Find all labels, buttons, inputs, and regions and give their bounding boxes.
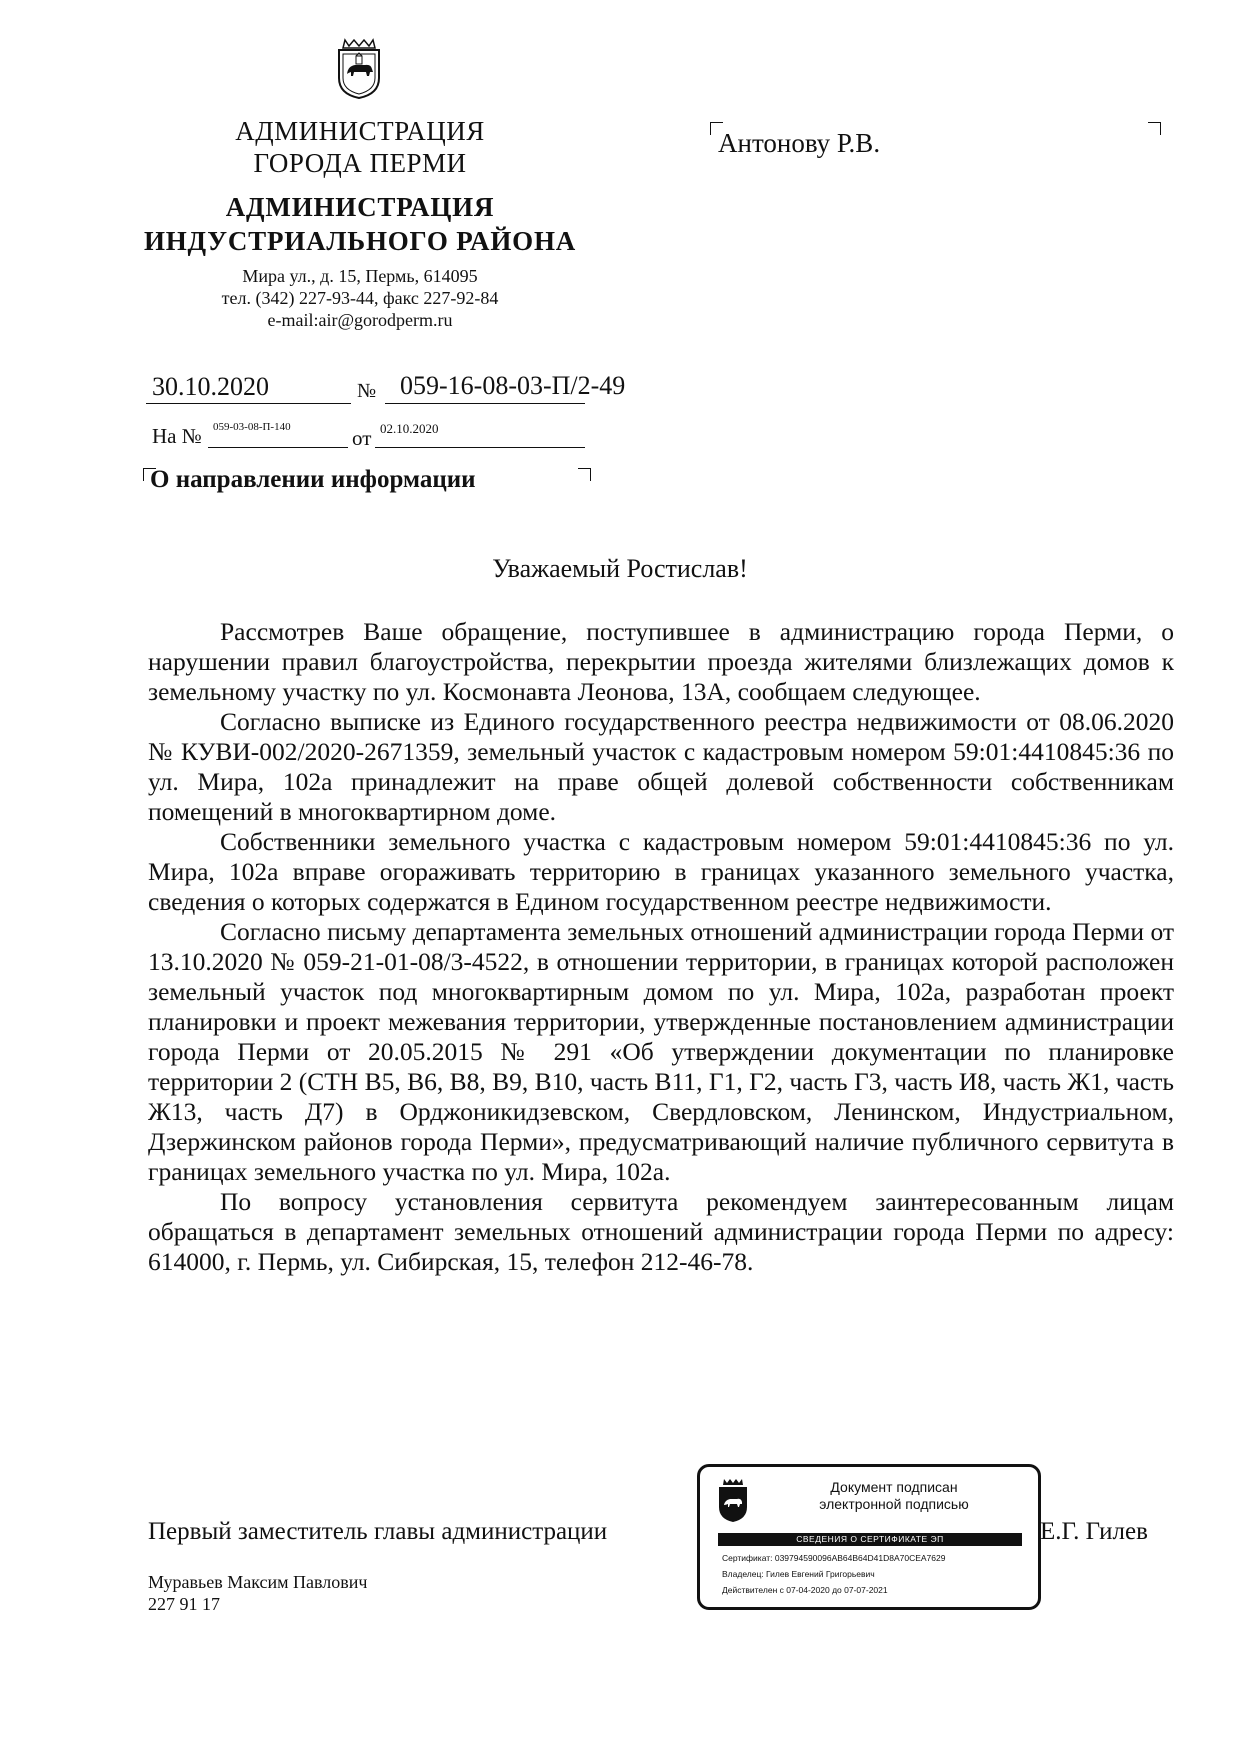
header-phone: тел. (342) 227-93-44, факс 227-92-84	[221, 288, 499, 308]
district-admin-line2: ИНДУСТРИАЛЬНОГО РАЙОНА	[143, 226, 577, 256]
perm-crest-icon	[335, 38, 383, 100]
executor-phone: 227 91 17	[148, 1594, 220, 1614]
signatory-title: Первый заместитель главы администрации	[148, 1518, 608, 1545]
stamp-owner: Владелец: Гилев Евгений Григорьевич	[722, 1569, 875, 1579]
reference-number-underline	[208, 447, 348, 448]
reference-number: 059-03-08-П-140	[213, 421, 291, 433]
registration-number-underline	[385, 403, 585, 404]
salutation: Уважаемый Ростислав!	[492, 554, 748, 583]
body-paragraph: Рассмотрев Ваше обращение, поступившее в администрацию города Перми, о нарушении правил благоустройства, перекрытии проезда жителями близлежащих домов к земельному участку по ул. Космонавта Леонова, 13А, сообщаем следующее.	[148, 617, 1174, 706]
body-paragraph: Согласно выписке из Единого государственного реестра недвижимости от 08.06.2020 № КУВИ-002/2020-2671359, земельный участок с кадастровым номером 59:01:4410845:36 по ул. Мира, 102а принадлежит на праве общей долевой собственности собственникам помещений в многоквартирном доме.	[148, 707, 1174, 826]
registration-number: 059-16-08-03-П/2-49	[400, 371, 626, 400]
stamp-crest-icon	[716, 1477, 750, 1523]
admin-city-line2: ГОРОДА ПЕРМИ	[253, 148, 467, 178]
addressee: Антонову Р.В.	[718, 128, 881, 158]
admin-city-line1: АДМИНИСТРАЦИЯ	[235, 116, 485, 146]
reference-date-underline	[375, 447, 585, 448]
letter-body	[148, 617, 1174, 1277]
addressee-bracket-right	[1148, 122, 1161, 135]
reference-label: На №	[152, 424, 202, 448]
registration-date-underline	[146, 403, 351, 404]
executor-name: Муравьев Максим Павлович	[148, 1572, 368, 1592]
body-paragraph: По вопросу установления сервитута рекомендуем заинтересованным лицам обращаться в департамент земельных отношений администрации города Перми по адресу: 614000, г. Пермь, ул. Сибирская, 15, телефон 212-46-78.	[148, 1187, 1174, 1276]
subject-bracket-right	[578, 468, 591, 481]
reference-date: 02.10.2020	[380, 421, 439, 436]
letter-subject: О направлении информации	[150, 466, 476, 493]
district-admin-line1: АДМИНИСТРАЦИЯ	[225, 192, 495, 222]
stamp-certificate: Сертификат: 039794590096AB64B64D41D8A70CEA7629	[722, 1553, 946, 1563]
body-paragraph: Собственники земельного участка с кадастровым номером 59:01:4410845:36 по ул. Мира, 102а вправе огораживать территорию в границах указанного земельного участка, сведения о которых содержатся в Едином государственном реестре недвижимости.	[148, 827, 1174, 916]
registration-date: 30.10.2020	[152, 372, 269, 401]
header-email: e-mail:air@gorodperm.ru	[267, 310, 453, 330]
signatory-name: Е.Г. Гилев	[1040, 1518, 1148, 1545]
stamp-title	[764, 1479, 1024, 1513]
electronic-signature-stamp	[697, 1464, 1041, 1610]
stamp-title-line2: электронной подписью	[819, 1496, 969, 1512]
header-address: Мира ул., д. 15, Пермь, 614095	[242, 266, 478, 286]
reference-from-label: от	[352, 426, 372, 450]
stamp-validity: Действителен с 07-04-2020 до 07-07-2021	[722, 1585, 888, 1595]
stamp-cert-bar: СВЕДЕНИЯ О СЕРТИФИКАТЕ ЭП	[718, 1533, 1022, 1546]
body-paragraph: Согласно письму департамента земельных отношений администрации города Перми от 13.10.2020 № 059-21-01-08/3-4522, в отношении территории, в границах которой расположен земельный участок под многоквартирным домом по ул. Мира, 102а, разработан проект планировки и проект межевания территории, утвержденные постановлением администрации города Перми от 20.05.2015 № 291 «Об утверждении документации по планировке территории 2 (СТН В5, В6, В8, В9, В10, часть В11, Г1, Г2, часть Г3, часть И8, часть Ж1, часть Ж13, часть Д7) в Орджоникидзевском, Свердловском, Ленинском, Индустриальном, Дзержинском районов города Перми», предусматривающий наличие публичного сервитута в границах земельного участка по ул. Мира, 102а.	[148, 917, 1174, 1186]
registration-number-label: №	[357, 380, 377, 402]
stamp-title-line1: Документ подписан	[830, 1479, 958, 1495]
